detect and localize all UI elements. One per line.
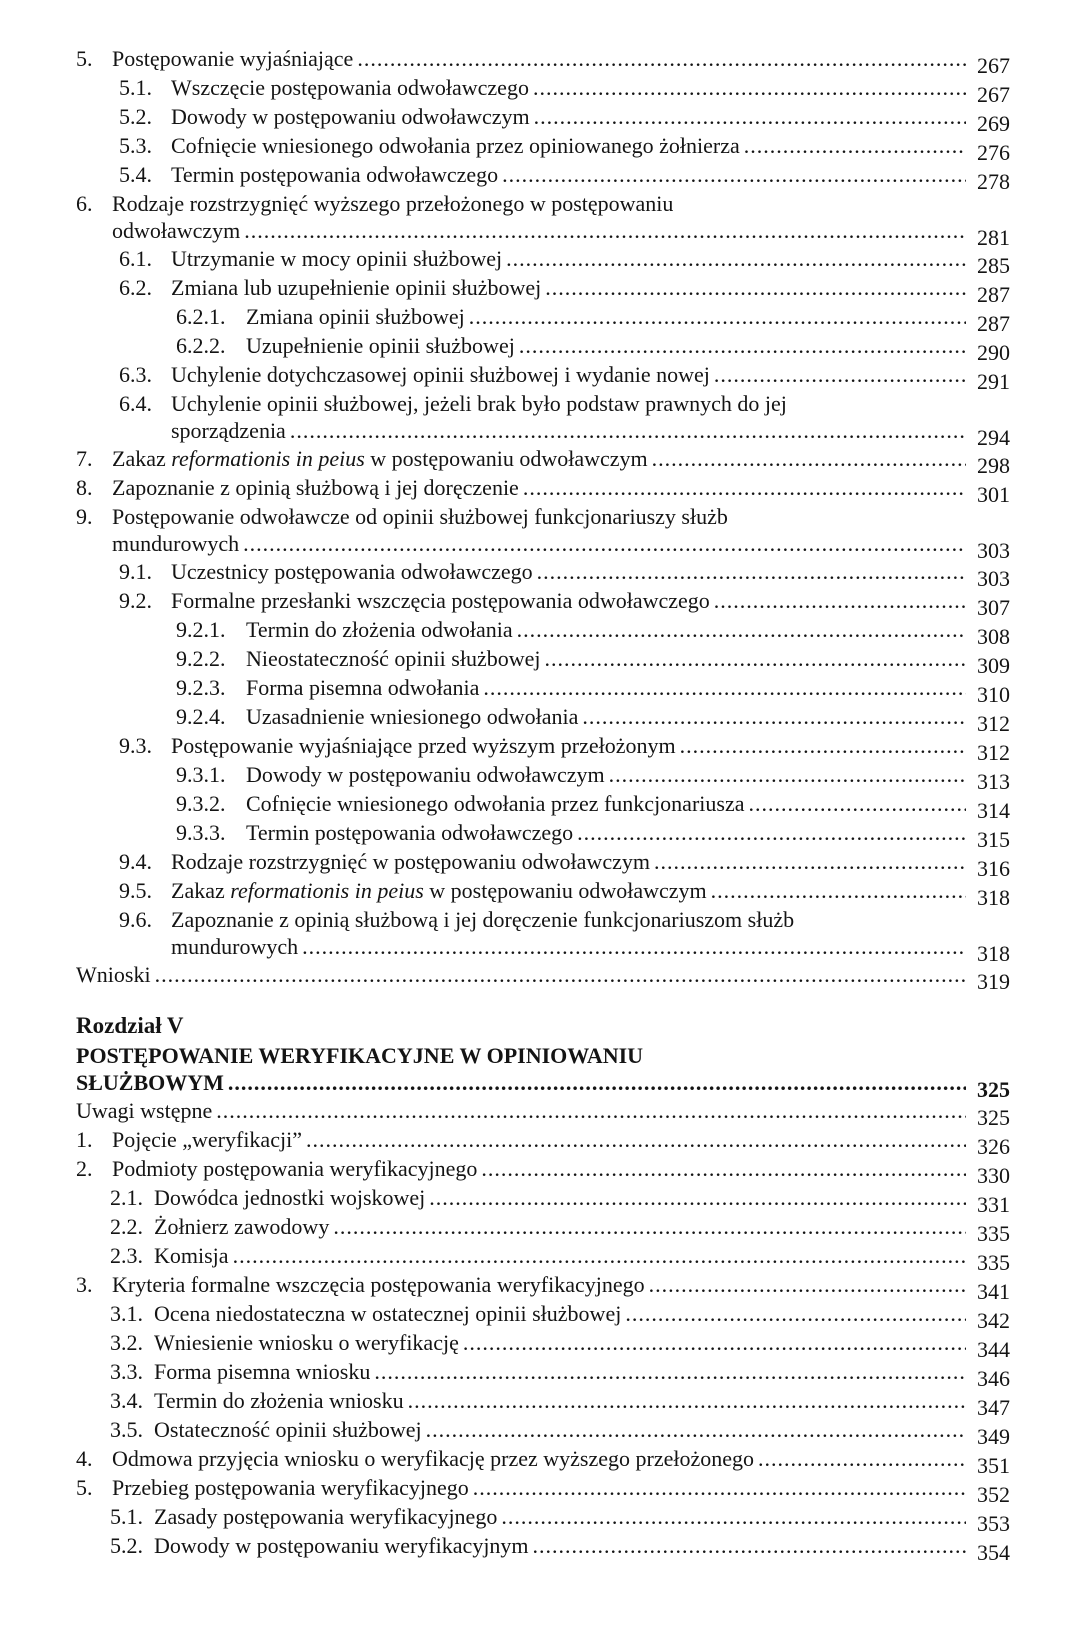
toc-entry-number: 3.1. (110, 1301, 143, 1326)
dot-leader (519, 332, 966, 360)
toc-entry-title-italic: reformationis in peius (230, 878, 424, 903)
toc-entry-2 (76, 1155, 1010, 1188)
dot-leader (306, 1126, 966, 1154)
dot-leader (545, 274, 966, 302)
toc-entry-number: 6.3. (119, 362, 152, 387)
toc-entry-9-3-3 (76, 819, 1010, 852)
toc-page-number: 294 (977, 425, 1010, 450)
toc-page-number: 301 (977, 482, 1010, 507)
dot-leader (537, 558, 966, 586)
toc-entry-title: Cofnięcie wniesionego odwołania przez funkcjonariusza (246, 791, 745, 816)
toc-entry-number: 7. (76, 446, 93, 471)
toc-entry-number: 5.1. (119, 75, 152, 100)
dot-leader (523, 474, 966, 502)
dot-leader (228, 1069, 966, 1096)
toc-page-number: 352 (977, 1482, 1010, 1507)
toc-entry-5-3 (76, 132, 1010, 165)
toc-page-number: 342 (977, 1308, 1010, 1333)
toc-entry-9-2-1 (76, 616, 1010, 649)
toc-page-number: 303 (977, 538, 1010, 563)
toc-entry-number: 5.3. (119, 133, 152, 158)
dot-leader (577, 819, 966, 847)
toc-page-number: 276 (977, 140, 1010, 165)
toc-page-number: 281 (977, 225, 1010, 250)
toc-entry-title: Termin postępowania odwoławczego (171, 162, 499, 187)
toc-entry-title: Termin do złożenia wniosku (154, 1388, 404, 1413)
toc-entry-title: Dowody w postępowaniu odwoławczym (246, 762, 605, 787)
toc-entry-title: Uchylenie dotychczasowej opinii służbowej i wydanie nowej (171, 362, 710, 387)
toc-group-9 (76, 558, 1010, 881)
toc-entry-number: 5.2. (110, 1533, 143, 1558)
dot-leader (155, 961, 966, 989)
toc-entry-number: 9.2.1. (176, 617, 226, 642)
toc-entry-number: 2.2. (110, 1214, 143, 1239)
toc-group-5 (76, 45, 1010, 194)
toc-entry-title: Zmiana opinii służbowej (246, 304, 465, 329)
dot-leader (744, 132, 966, 160)
toc-entry-title: Formalne przesłanki wszczęcia postępowania odwoławczego (171, 588, 710, 613)
toc-entry-9-1 (76, 558, 1010, 591)
toc-entry-9-2-3 (76, 674, 1010, 707)
toc-entry-number: 9. (76, 504, 93, 529)
dot-leader (582, 703, 966, 731)
toc-page-number: 313 (977, 769, 1010, 794)
toc-entry-title-line2: sporządzenia (171, 418, 286, 443)
toc-entry-9-5 (76, 877, 1010, 910)
toc-entry-9-3-2 (76, 790, 1010, 823)
dot-leader (609, 761, 966, 789)
toc-group-chapter-5 (76, 1126, 1010, 1565)
toc-entry-title: Wniesienie wniosku o weryfikację (154, 1330, 459, 1355)
toc-entry-title: Ostateczność opinii służbowej (154, 1417, 422, 1442)
toc-page-number: 298 (977, 453, 1010, 478)
toc-page-number: 290 (977, 340, 1010, 365)
toc-entry-9-4 (76, 848, 1010, 881)
toc-entry-number: 5.1. (110, 1504, 143, 1529)
toc-entry-title: Uwagi wstępne (76, 1098, 213, 1123)
toc-entry-5-2 (76, 1532, 1010, 1565)
toc-page-number: 312 (977, 740, 1010, 765)
toc-entry-3-3 (76, 1358, 1010, 1391)
toc-page-number: 325 (977, 1105, 1010, 1130)
toc-entry-number: 6.1. (119, 246, 152, 271)
toc-entry-title: Wszczęcie postępowania odwoławczego (171, 75, 529, 100)
toc-entry-title: Zasady postępowania weryfikacyjnego (154, 1504, 498, 1529)
toc-entry-number: 2.1. (110, 1185, 143, 1210)
toc-entry-title: Cofnięcie wniesionego odwołania przez opiniowanego żołnierza (171, 133, 740, 158)
toc-entry-title-italic: reformationis in peius (171, 446, 365, 471)
toc-page-number: 335 (977, 1221, 1010, 1246)
toc-entry-uwagi (76, 1097, 1010, 1130)
toc-page-number: 308 (977, 624, 1010, 649)
toc-entry-number: 2. (76, 1156, 93, 1181)
toc-entry-9-2-2 (76, 645, 1010, 678)
toc-entry-title-pre: Zakaz (171, 878, 231, 903)
dot-leader (714, 587, 966, 615)
dot-leader (408, 1387, 966, 1415)
toc-entry-title-line1: Uchylenie opinii służbowej, jeżeli brak było podstaw prawnych do jej (171, 391, 787, 416)
toc-page-number: 325 (977, 1077, 1010, 1102)
toc-page-number: 326 (977, 1134, 1010, 1159)
toc-page-number: 287 (977, 282, 1010, 307)
toc-page-number: 318 (977, 941, 1010, 966)
toc-entry-number: 8. (76, 475, 93, 500)
toc-page-number: 347 (977, 1395, 1010, 1420)
dot-leader (244, 217, 966, 244)
dot-leader (714, 361, 966, 389)
toc-entry-6-4 (76, 390, 1010, 450)
toc-entry-number: 5.2. (119, 104, 152, 129)
toc-entry-title: Nieostateczność opinii służbowej (246, 646, 541, 671)
toc-page-number: 349 (977, 1424, 1010, 1449)
toc-page-number: 330 (977, 1163, 1010, 1188)
toc-entry-9-2 (76, 587, 1010, 620)
toc-entry-number: 6.4. (119, 391, 152, 416)
dot-leader (302, 933, 966, 960)
toc-entry-5-4 (76, 161, 1010, 194)
toc-entry-title: Forma pisemna wniosku (154, 1359, 371, 1384)
toc-entry-number: 3. (76, 1272, 93, 1297)
toc-entry-2-1 (76, 1184, 1010, 1217)
dot-leader (233, 1242, 966, 1270)
toc-entry-number: 9.5. (119, 878, 152, 903)
toc-entry-9 (76, 503, 1010, 563)
toc-page-number: 307 (977, 595, 1010, 620)
toc-entry-5-2 (76, 103, 1010, 136)
toc-entry-3-2 (76, 1329, 1010, 1362)
toc-entry-title-line2: odwoławczym (112, 218, 241, 243)
dot-leader (481, 1155, 966, 1183)
toc-entry-number: 9.3.3. (176, 820, 226, 845)
toc-entry-3-5 (76, 1416, 1010, 1449)
chapter-label: Rozdział V (76, 1013, 184, 1038)
toc-page-number: 309 (977, 653, 1010, 678)
toc-entry-number: 9.3.1. (176, 762, 226, 787)
toc-entry-3-4 (76, 1387, 1010, 1420)
toc-entry-title: Uzupełnienie opinii służbowej (246, 333, 515, 358)
toc-entry-5-1 (76, 74, 1010, 107)
toc-entry-9-3-1 (76, 761, 1010, 794)
chapter-title (76, 1042, 1010, 1102)
toc-entry-6-2 (76, 274, 1010, 307)
toc-entry-number: 3.3. (110, 1359, 143, 1384)
dot-leader (469, 303, 966, 331)
dot-leader (502, 161, 966, 189)
toc-entry-title: Dowody w postępowaniu weryfikacyjnym (154, 1533, 529, 1558)
toc-entry-8 (76, 474, 1010, 507)
toc-entry-wnioski (76, 961, 1010, 994)
toc-entry-title: Postępowanie wyjaśniające (112, 46, 354, 71)
toc-entry-title: Kryteria formalne wszczęcia postępowania weryfikacyjnego (112, 1272, 645, 1297)
toc-entry-title: Termin do złożenia odwołania (246, 617, 513, 642)
toc-entry-number: 3.2. (110, 1330, 143, 1355)
toc-entry-number: 5. (76, 46, 93, 71)
dot-leader (463, 1329, 966, 1357)
toc-entry-6-2-1 (76, 303, 1010, 336)
toc-entry-title-line1: Postępowanie odwoławcze od opinii służbowej funkcjonariuszy służb (112, 504, 728, 529)
toc-entry-title: Przebieg postępowania weryfikacyjnego (112, 1475, 469, 1500)
toc-page-number: 267 (977, 82, 1010, 107)
toc-entry-number: 1. (76, 1127, 93, 1152)
toc-page-number: 291 (977, 369, 1010, 394)
toc-entry-number: 9.3. (119, 733, 152, 758)
toc-page-number: 303 (977, 566, 1010, 591)
toc-entry-title: Żołnierz zawodowy (154, 1214, 330, 1239)
toc-entry-number: 9.6. (119, 907, 152, 932)
toc-entry-title: Ocena niedostateczna w ostatecznej opinii służbowej (154, 1301, 622, 1326)
toc-entry-number: 6.2. (119, 275, 152, 300)
toc-entry-title: Utrzymanie w mocy opinii służbowej (171, 246, 503, 271)
toc-entry-number: 9.3.2. (176, 791, 226, 816)
toc-entry-6-2-2 (76, 332, 1010, 365)
toc-entry-title-pre: Zakaz (112, 446, 172, 471)
dot-leader (680, 732, 966, 760)
toc-page-number: 354 (977, 1540, 1010, 1565)
dot-leader (533, 74, 966, 102)
toc-entry-title: Postępowanie wyjaśniające przed wyższym przełożonym (171, 733, 676, 758)
toc-entry-title: Pojęcie „weryfikacji” (112, 1127, 302, 1152)
toc-entry-title-line2: mundurowych (171, 934, 299, 959)
toc-entry-4 (76, 1445, 1010, 1478)
toc-entry-title: Dowódca jednostki wojskowej (154, 1185, 426, 1210)
toc-entry-number: 9.2.2. (176, 646, 226, 671)
toc-page-number: 314 (977, 798, 1010, 823)
toc-page-number: 316 (977, 856, 1010, 881)
toc-entry-number: 9.2. (119, 588, 152, 613)
toc-entry-5 (76, 45, 1010, 78)
toc-page-number: 331 (977, 1192, 1010, 1217)
toc-entry-title: Zapoznanie z opinią służbową i jej doręczenie (112, 475, 519, 500)
dot-leader (357, 45, 966, 73)
toc-entry-number: 5.4. (119, 162, 152, 187)
toc-entry-title-line1: Zapoznanie z opinią służbową i jej doręczenie funkcjonariuszom służb (171, 907, 795, 932)
dot-leader (473, 1474, 966, 1502)
dot-leader (517, 616, 966, 644)
toc-group-6 (76, 245, 1010, 394)
toc-entry-number: 3.5. (110, 1417, 143, 1442)
toc-entry-title: Uzasadnienie wniesionego odwołania (246, 704, 579, 729)
toc-entry-title: Odmowa przyjęcia wniosku o weryfikację przez wyższego przełożonego (112, 1446, 755, 1471)
toc-entry-1 (76, 1126, 1010, 1159)
toc-page-number: 318 (977, 885, 1010, 910)
toc-entry-5-1 (76, 1503, 1010, 1536)
toc-entry-title: Dowody w postępowaniu odwoławczym (171, 104, 530, 129)
toc-page-number: 335 (977, 1250, 1010, 1275)
toc-entry-7 (76, 445, 1010, 478)
toc-entry-title: Podmioty postępowania weryfikacyjnego (112, 1156, 478, 1181)
toc-entry-title: Rodzaje rozstrzygnięć w postępowaniu odwoławczym (171, 849, 650, 874)
toc-page-number: 287 (977, 311, 1010, 336)
toc-entry-title: Termin postępowania odwoławczego (246, 820, 574, 845)
dot-leader (483, 674, 966, 702)
dot-leader (748, 790, 966, 818)
toc-entry-title-post: w postępowaniu odwoławczym (364, 446, 648, 471)
toc-page-number: 344 (977, 1337, 1010, 1362)
toc-entry-6 (76, 190, 1010, 250)
toc-entry-number: 4. (76, 1446, 93, 1471)
toc-page-number: 310 (977, 682, 1010, 707)
toc-entry-title: Komisja (154, 1243, 229, 1268)
toc-entry-9-3 (76, 732, 1010, 765)
toc-entry-title-line2: mundurowych (112, 531, 240, 556)
toc-entry-6-3 (76, 361, 1010, 394)
toc-entry-number: 3.4. (110, 1388, 143, 1413)
dot-leader (649, 1271, 966, 1299)
toc-entry-title: Zmiana lub uzupełnienie opinii służbowej (171, 275, 542, 300)
toc-page-number: 312 (977, 711, 1010, 736)
toc-entry-number: 6.2.2. (176, 333, 226, 358)
dot-leader (426, 1416, 966, 1444)
toc-entry-title (171, 877, 707, 905)
dot-leader (544, 645, 966, 673)
dot-leader (216, 1097, 966, 1125)
toc-page-number: 315 (977, 827, 1010, 852)
toc-entry-3 (76, 1271, 1010, 1304)
toc-entry-title-line1: Rodzaje rozstrzygnięć wyższego przełożonego w postępowaniu (112, 191, 674, 216)
toc-page-number: 278 (977, 169, 1010, 194)
toc-entry-3-1 (76, 1300, 1010, 1333)
dot-leader (652, 445, 966, 473)
chapter-title-line1: POSTĘPOWANIE WERYFIKACYJNE W OPINIOWANIU (76, 1043, 644, 1068)
dot-leader (625, 1300, 966, 1328)
dot-leader (654, 848, 966, 876)
dot-leader (533, 1532, 966, 1560)
toc-entry-2-2 (76, 1213, 1010, 1246)
toc-page-number: 319 (977, 969, 1010, 994)
toc-entry-number: 9.2.4. (176, 704, 226, 729)
toc-entry-number: 6.2.1. (176, 304, 226, 329)
toc-entry-5 (76, 1474, 1010, 1507)
toc-page-number: 346 (977, 1366, 1010, 1391)
toc-page-number: 267 (977, 53, 1010, 78)
dot-leader (758, 1445, 966, 1473)
chapter-title-line2: SŁUŻBOWYM (76, 1070, 224, 1095)
chapter-heading (76, 1011, 1010, 1041)
dot-leader (429, 1184, 966, 1212)
dot-leader (534, 103, 966, 131)
toc-entry-6-1 (76, 245, 1010, 278)
dot-leader (711, 877, 966, 905)
toc-entry-number: 9.1. (119, 559, 152, 584)
toc-entry-number: 5. (76, 1475, 93, 1500)
toc-entry-number: 9.4. (119, 849, 152, 874)
dot-leader (374, 1358, 966, 1386)
toc-page-number: 351 (977, 1453, 1010, 1478)
dot-leader (290, 417, 966, 444)
dot-leader (501, 1503, 966, 1531)
dot-leader (333, 1213, 966, 1241)
toc-entry-title-post: w postępowaniu odwoławczym (423, 878, 707, 903)
toc-entry-number: 9.2.3. (176, 675, 226, 700)
toc-entry-title: Uczestnicy postępowania odwoławczego (171, 559, 533, 584)
toc-entry-number: 2.3. (110, 1243, 143, 1268)
toc-entry-title: Wnioski (76, 962, 151, 987)
dot-leader (243, 530, 966, 557)
toc-entry-number: 6. (76, 191, 93, 216)
toc-entry-9-2-4 (76, 703, 1010, 736)
toc-page-number: 353 (977, 1511, 1010, 1536)
toc-entry-2-3 (76, 1242, 1010, 1275)
dot-leader (506, 245, 966, 273)
toc-entry-title: Forma pisemna odwołania (246, 675, 480, 700)
toc-page-number: 269 (977, 111, 1010, 136)
toc-page-number: 341 (977, 1279, 1010, 1304)
toc-page-number: 285 (977, 253, 1010, 278)
toc-entry-title (112, 445, 648, 473)
toc-entry-9-6 (76, 906, 1010, 966)
table-of-contents (76, 45, 1010, 1565)
